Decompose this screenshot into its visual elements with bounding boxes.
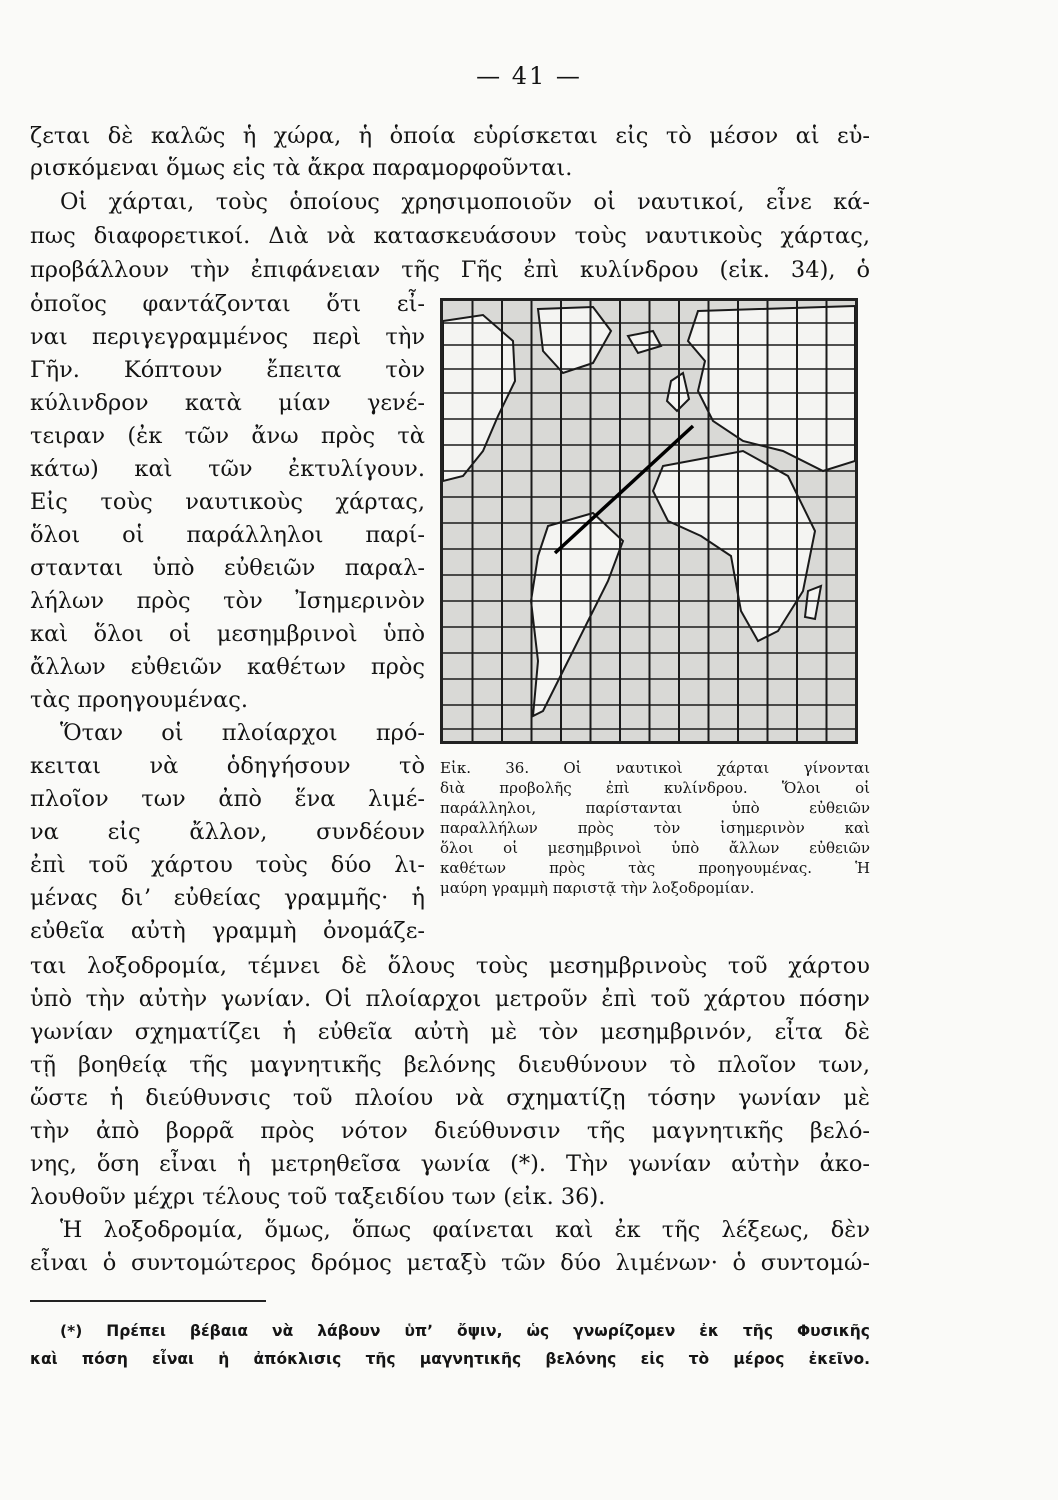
footnote-line: (*) Πρέπει βέβαια νὰ λάβουν ὑπʼ ὄψιν, ὡς γνωρίζομεν ἐκ τῆς Φυσικῆς [60, 1322, 870, 1340]
caption-line: παράλληλοι, παρίστανται ὑπὸ εὐθειῶν [440, 799, 870, 817]
text-line: ζεται δὲ καλῶς ἡ χώρα, ἡ ὁποία εὑρίσκεται εἰς τὸ μέσον αἱ εὑ- [30, 123, 870, 149]
text-line: προβάλλουν τὴν ἐπιφάνειαν τῆς Γῆς ἐπὶ κυλίνδρου (εἰκ. 34), ὁ [30, 257, 870, 283]
text-line: Ἡ λοξοδρομία, ὅμως, ὅπως φαίνεται καὶ ἐκ τῆς λέξεως, δὲν [60, 1217, 870, 1243]
text-line: Γῆν. Κόπτουν ἔπειτα τὸν [30, 357, 425, 383]
caption-line: ὅλοι οἱ μεσημβρινοὶ ὑπὸ ἄλλων εὐθειῶν [440, 839, 870, 857]
text-line: νης, ὅση εἶναι ἡ μετρηθεῖσα γωνία (*). Τὴν γωνίαν αὐτὴν ἀκο- [30, 1151, 870, 1177]
text-line: εὐθεῖα αὐτὴ γραμμὴ ὀνομάζε- [30, 918, 425, 944]
footnote-separator [30, 1300, 266, 1302]
map-illustration [443, 301, 855, 741]
text-line: εἶναι ὁ συντομώτερος δρόμος μεταξὺ τῶν δύο λιμένων· ὁ συντομώ- [30, 1250, 870, 1276]
text-line: τῇ βοηθείᾳ τῆς μαγνητικῆς βελόνης διευθύνουν τὸ πλοῖον των, [30, 1052, 870, 1078]
text-line: καὶ ὅλοι οἱ μεσημβρινοὶ ὑπὸ [30, 621, 425, 647]
text-line: ἄλλων εὐθειῶν καθέτων πρὸς [30, 654, 425, 680]
caption-line: Εἰκ. 36. Οἱ ναυτικοὶ χάρται γίνονται [440, 759, 870, 777]
text-line: ὁποῖος φαντάζονται ὅτι εἶ- [30, 291, 425, 317]
text-line: κειται νὰ ὁδηγήσουν τὸ [30, 753, 425, 779]
text-line: ναι περιγεγραμμένος περὶ τὴν [30, 324, 425, 350]
text-line: τὴν ἀπὸ βορρᾶ πρὸς νότον διεύθυνσιν τῆς μαγνητικῆς βελό- [30, 1118, 870, 1144]
text-line: γωνίαν σχηματίζει ἡ εὐθεῖα αὐτὴ μὲ τὸν μεσημβρινόν, εἶτα δὲ [30, 1019, 870, 1045]
text-line: να εἰς ἄλλον, συνδέουν [30, 819, 425, 845]
page-number: — 41 — [476, 62, 582, 90]
text-line: πλοῖον των ἀπὸ ἕνα λιμέ- [30, 786, 425, 812]
text-line: κύλινδρον κατὰ μίαν γενέ- [30, 390, 425, 416]
text-line: λουθοῦν μέχρι τέλους τοῦ ταξειδίου των (εἰκ. 36). [30, 1184, 606, 1210]
text-line: ρισκόμεναι ὅμως εἰς τὰ ἄκρα παραμορφοῦνται. [30, 155, 573, 181]
text-line: μένας διʼ εὐθείας γραμμῆς· ἡ [30, 885, 425, 911]
text-line: τειραν (ἐκ τῶν ἄνω πρὸς τὰ [30, 423, 425, 449]
footnote-line: καὶ πόση εἶναι ἡ ἀπόκλισις τῆς μαγνητικῆς βελόνης εἰς τὸ μέρος ἐκεῖνο. [30, 1350, 870, 1368]
text-line: ὥστε ἡ διεύθυνσις τοῦ πλοίου νὰ σχηματίζῃ τόσην γωνίαν μὲ [30, 1085, 870, 1111]
text-line: στανται ὑπὸ εὐθειῶν παραλ- [30, 555, 425, 581]
text-line: τὰς προηγουμένας. [30, 687, 249, 713]
text-line: Εἰς τοὺς ναυτικοὺς χάρτας, [30, 489, 425, 515]
text-line: ἐπὶ τοῦ χάρτου τοὺς δύο λι- [30, 852, 425, 878]
caption-line: παραλλήλων πρὸς τὸν ἰσημερινὸν καὶ [440, 819, 870, 837]
text-line: ὑπὸ τὴν αὐτὴν γωνίαν. Οἱ πλοίαρχοι μετροῦν ἐπὶ τοῦ χάρτου πόσην [30, 986, 870, 1012]
text-line: κάτω) καὶ τῶν ἐκτυλίγουν. [30, 456, 425, 482]
text-line: Οἱ χάρται, τοὺς ὁποίους χρησιμοποιοῦν οἱ ναυτικοί, εἶνε κά- [60, 189, 870, 215]
caption-line: καθέτων πρὸς τὰς προηγουμένας. Ἡ [440, 859, 870, 877]
mercator-map-figure [440, 298, 858, 744]
text-line: πως διαφορετικοί. Διὰ νὰ κατασκευάσουν τοὺς ναυτικοὺς χάρτας, [30, 223, 870, 249]
caption-line: μαύρη γραμμὴ παριστᾷ τὴν λοξοδρομίαν. [440, 879, 755, 897]
text-line: λήλων πρὸς τὸν Ἰσημερινὸν [30, 588, 425, 614]
text-line: ὅλοι οἱ παράλληλοι παρί- [30, 522, 425, 548]
caption-line: διὰ προβολῆς ἐπὶ κυλίνδρου. Ὅλοι οἱ [440, 779, 870, 797]
text-line: ται λοξοδρομία, τέμνει δὲ ὅλους τοὺς μεσημβρινοὺς τοῦ χάρτου [30, 953, 870, 979]
text-line: Ὅταν οἱ πλοίαρχοι πρό- [60, 720, 425, 746]
